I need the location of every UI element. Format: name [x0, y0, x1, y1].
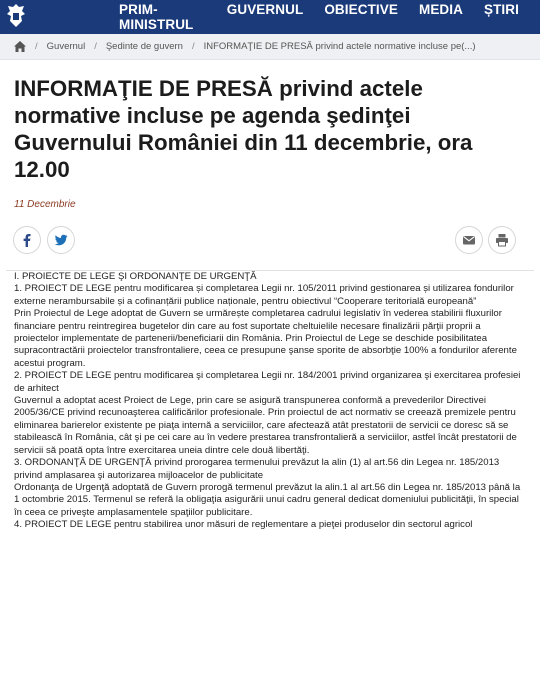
envelope-icon	[462, 233, 476, 247]
print-button[interactable]	[488, 226, 516, 254]
item-heading: 2. PROIECT DE LEGE pentru modificarea şi completarea Legii nr. 184/2001 privind organizarea şi exercitarea profesiei de arhitect	[14, 370, 521, 394]
section-heading: I. PROIECTE DE LEGE ŞI ORDONANŢE DE URGENŢĂ	[14, 271, 257, 282]
article-body	[0, 271, 540, 532]
facebook-icon	[20, 233, 34, 247]
nav-item-stiri[interactable]: ȘTIRI	[483, 2, 519, 17]
nav-item-prim-ministrul[interactable]: PRIM-MINISTRUL	[119, 2, 194, 32]
government-logo-icon[interactable]	[6, 3, 26, 29]
printer-icon	[495, 233, 509, 247]
top-navbar	[0, 0, 540, 34]
twitter-share-button[interactable]	[47, 226, 75, 254]
share-bar	[0, 226, 540, 258]
main-nav	[119, 2, 540, 32]
item-heading: 3. ORDONANŢĂ DE URGENŢĂ privind prorogarea termenului prevăzut la alin (1) al art.56 din Legea nr. 185/2013 privind amplasarea şi autorizarea mijloacelor de publicitate	[14, 457, 500, 481]
breadcrumb-current: INFORMAŢIE DE PRESĂ privind actele normative incluse pe(...)	[203, 41, 476, 52]
breadcrumb-sedinte[interactable]: Şedinte de guvern	[105, 41, 183, 52]
breadcrumb-separator: /	[35, 41, 38, 52]
item-heading: 4. PROIECT DE LEGE pentru stabilirea unor măsuri de reglementare a pieţei produselor din sectorul agricol	[14, 519, 473, 531]
article-date: 11 Decembrie	[14, 199, 76, 210]
item-body: Guvernul a adoptat acest Proiect de Lege, prin care se asigură transpunerea conformă a prevederilor Directivei 2005/36/CE privind recunoaşterea calificărilor profesionale. Prin proiectul de act normativ se creează premizele pentru eliminarea barierelor existente pe piaţa internă a serviciilor, care afectează atât prestatorii de servicii ce doresc să se stabilească în România, cât şi pe cei care au în vedere prestarea transfrontalieră a serviciilor, astfel încât prestatorii de servicii să poată opta între exercitarea uneia dintre cele două libertăţi.	[14, 395, 517, 456]
page-title: INFORMAŢIE DE PRESĂ privind actele normative incluse pe agenda şedinţei Guvernului României din 11 decembrie, ora 12.00	[14, 76, 473, 182]
breadcrumb-separator: /	[191, 41, 195, 52]
item-heading: 1. PROIECT DE LEGE pentru modificarea și completarea Legii nr. 105/2011 privind gestionarea și utilizarea fondurilor externe nerambursabile și a cofinanțării publice naționale, pentru obiectivul “Cooperare teritorială europeană”	[14, 283, 514, 307]
item-body: Prin Proiectul de Lege adoptat de Guvern se urmărește completarea cadrului legislativ în vederea stabilirii fluxurilor financiare pentru reintregirea bugetelor din care au fost suportate cheltuielile necesare finalizării părţii proprii a proiectelor implementate de partenerii/beneficiarii din România. Prin Proiectul de Lege se deschide posibilitatea supracontractării proiectelor transfrontaliere, ceea ce presupune şanse sporite de absorbţie 100% a fondurilor aferente acestui program.	[14, 308, 517, 369]
nav-item-obiective[interactable]: OBIECTIVE	[324, 2, 398, 17]
facebook-share-button[interactable]	[13, 226, 41, 254]
item-body: Ordonanţa de Urgenţă adoptată de Guvern prorogă termenul prevăzut la alin.1 al art.56 din Legea nr. 185/2013 până la 1 octombrie 2015. Termenul se referă la obligaţia asigurării unui cadru general dedicat domeniului publicităţii, în special în ceea ce priveşte amplasamentele spaţiilor publicitare.	[14, 481, 521, 518]
twitter-icon	[54, 233, 68, 247]
home-icon[interactable]	[14, 41, 26, 52]
nav-item-guvernul[interactable]: GUVERNUL	[226, 2, 304, 17]
nav-item-media[interactable]: MEDIA	[418, 2, 463, 17]
breadcrumb-separator: /	[94, 41, 97, 52]
email-share-button[interactable]	[455, 226, 483, 254]
breadcrumb	[0, 34, 540, 60]
breadcrumb-guvernul[interactable]: Guvernul	[46, 41, 86, 52]
